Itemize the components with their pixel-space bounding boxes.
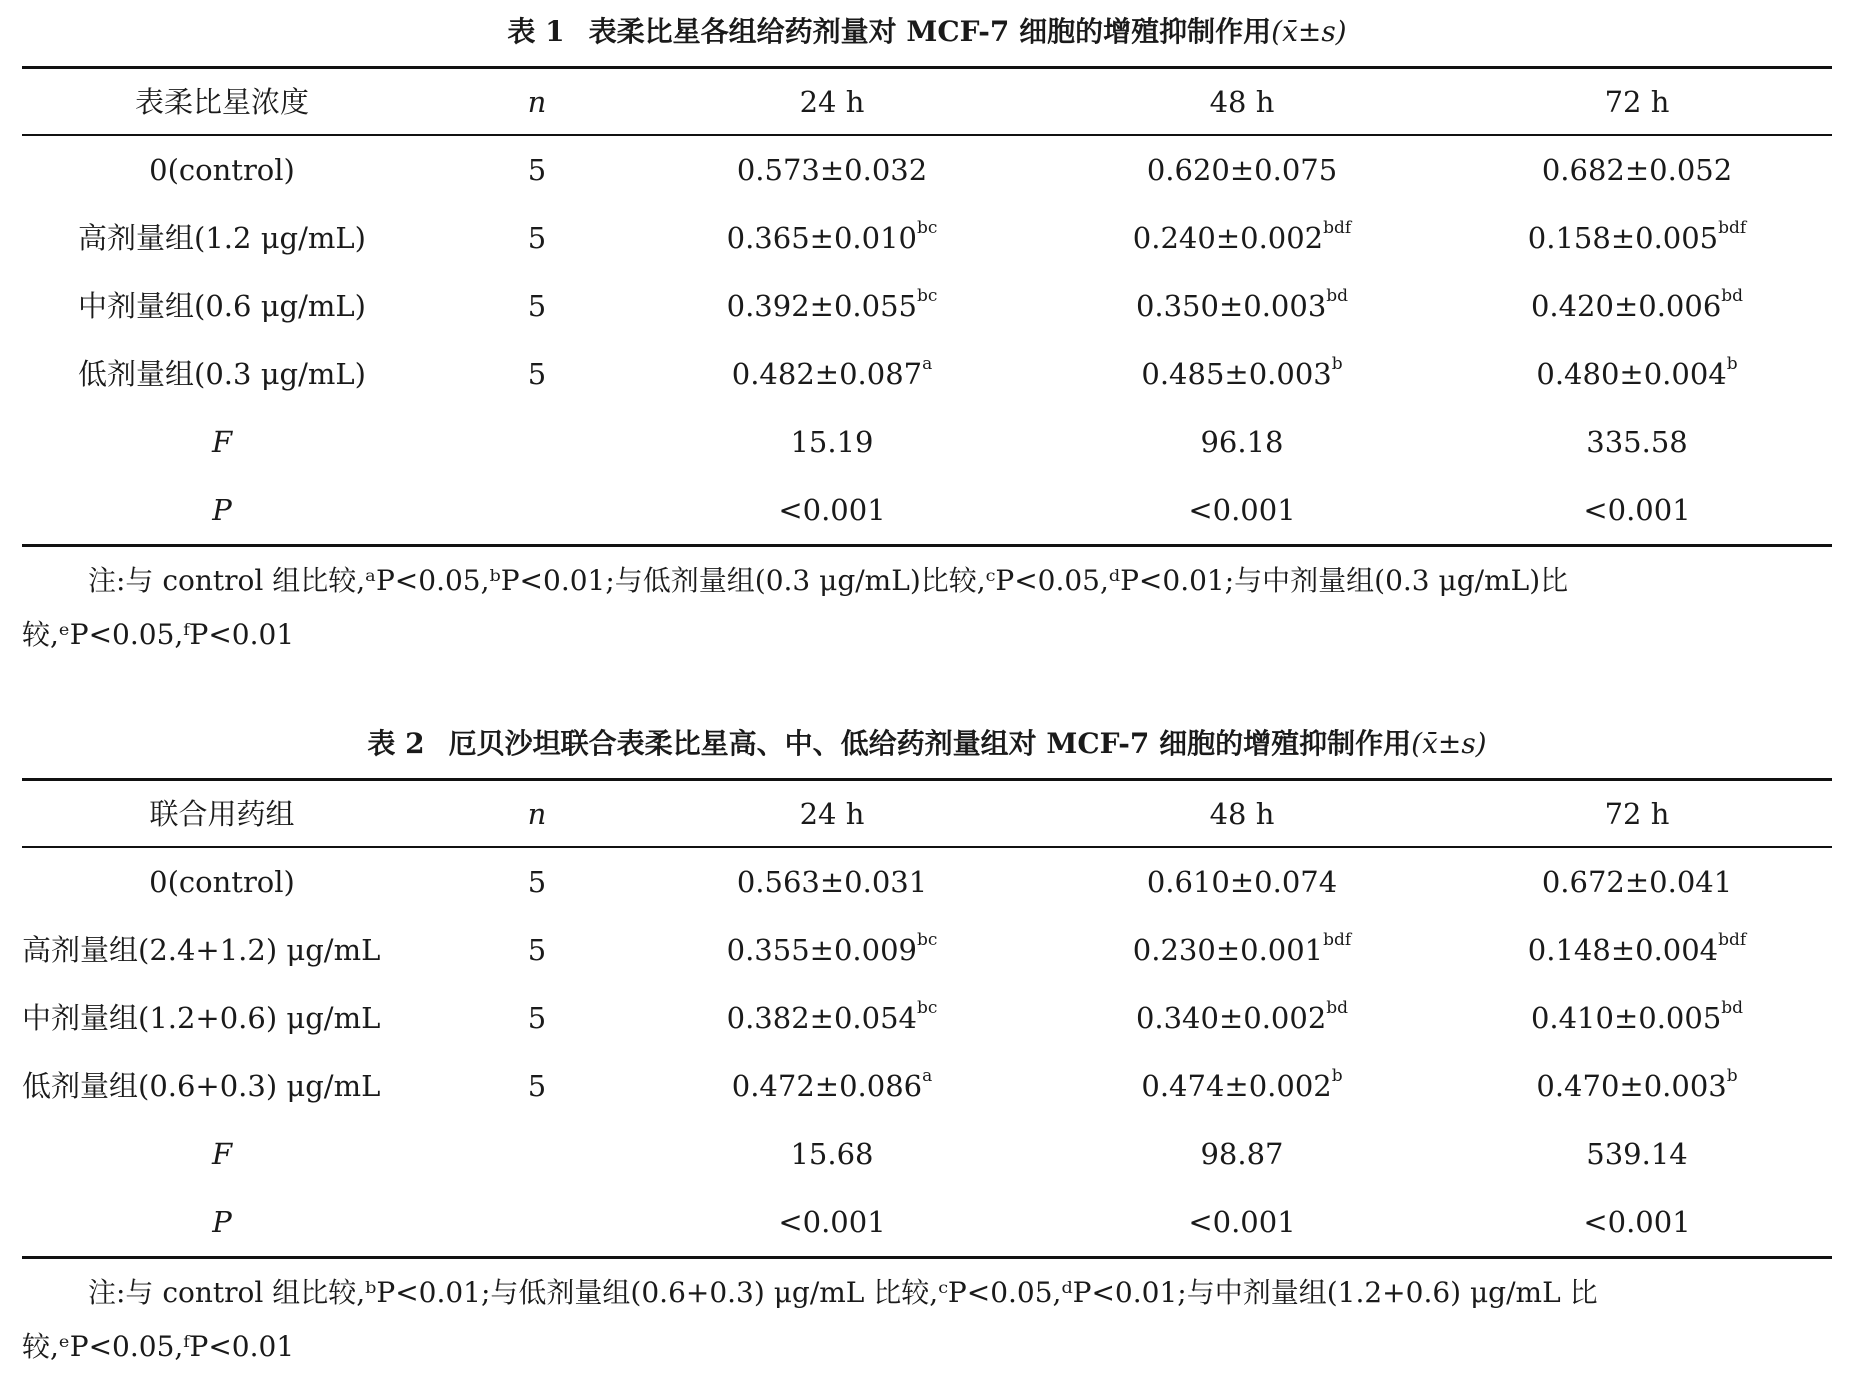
n-value: 5 — [527, 153, 547, 187]
group-label: 0(control) — [149, 153, 295, 187]
significance-mark: a — [922, 354, 933, 375]
significance-mark: bc — [916, 286, 938, 307]
value-24h: 0.573±0.032 — [736, 153, 928, 187]
table2-f-row — [22, 1120, 1832, 1188]
table2-number: 表 2 — [367, 727, 425, 760]
table2-header-48h: 48 h — [1209, 797, 1275, 831]
table1-header-72h: 72 h — [1604, 85, 1670, 119]
n-value: 5 — [527, 1069, 547, 1103]
group-label: 高剂量组(1.2 μg/mL) — [78, 221, 366, 255]
value-48h: 0.474±0.002$^b$ — [1141, 1066, 1343, 1103]
significance-mark: b — [1726, 354, 1738, 375]
n-value: 5 — [527, 357, 547, 391]
table1-stat: (x̄±s) — [1271, 15, 1347, 48]
table-row — [22, 272, 1832, 340]
f-label: F — [211, 1137, 233, 1171]
value-48h: 0.350±0.003$^{bd}$ — [1135, 286, 1349, 323]
significance-mark: b — [1331, 354, 1343, 375]
table1-title: 表柔比星各组给药剂量对 MCF-7 细胞的增殖抑制作用 — [588, 15, 1272, 48]
table2-header-group: 联合用药组 — [149, 797, 295, 831]
significance-mark: b — [1726, 1066, 1738, 1087]
n-value: 5 — [527, 289, 547, 323]
f-value-48h: 98.87 — [1200, 1137, 1284, 1171]
n-value: 5 — [527, 1001, 547, 1035]
table2-header-72h: 72 h — [1604, 797, 1670, 831]
value-48h: 0.485±0.003$^b$ — [1141, 354, 1343, 391]
value-48h: 0.620±0.075 — [1146, 153, 1338, 187]
value-72h: 0.682±0.052 — [1541, 153, 1733, 187]
f-value-72h: 539.14 — [1586, 1137, 1688, 1171]
significance-mark: bdf — [1718, 930, 1747, 951]
value-24h: 0.392±0.055$^{bc}$ — [726, 286, 938, 323]
f-label: F — [211, 425, 233, 459]
table1-footnote-line2: 较,ᵉP<0.05,ᶠP<0.01 — [22, 618, 295, 651]
table1-bottom-rule — [22, 544, 1832, 547]
f-value-72h: 335.58 — [1586, 425, 1688, 459]
value-48h: 0.240±0.002$^{bdf}$ — [1132, 218, 1352, 255]
p-value-48h: <0.001 — [1188, 493, 1296, 527]
f-value-48h: 96.18 — [1200, 425, 1284, 459]
table2-bottom-rule — [22, 1256, 1832, 1259]
table2-footnote — [22, 1266, 1832, 1374]
table-row — [22, 340, 1832, 408]
table2-header-n: n — [527, 797, 547, 831]
significance-mark: bd — [1721, 998, 1744, 1019]
table2-footnote-line1: 注:与 control 组比较,ᵇP<0.01;与低剂量组(0.6+0.3) μg/mL 比较,ᶜP<0.05,ᵈP<0.01;与中剂量组(1.2+0.6) μg/mL 比 — [88, 1276, 1598, 1309]
table1-header-row — [22, 68, 1832, 136]
significance-mark: bdf — [1323, 930, 1352, 951]
f-value-24h: 15.19 — [790, 425, 874, 459]
table2-caption — [0, 722, 1854, 762]
group-label: 高剂量组(2.4+1.2) μg/mL — [22, 933, 381, 967]
table2-header-24h: 24 h — [799, 797, 865, 831]
significance-mark: bd — [1326, 286, 1349, 307]
group-label: 0(control) — [149, 865, 295, 899]
group-label: 中剂量组(0.6 μg/mL) — [78, 289, 366, 323]
value-24h: 0.382±0.054$^{bc}$ — [726, 998, 938, 1035]
p-label: P — [212, 1205, 232, 1239]
significance-mark: bc — [916, 998, 938, 1019]
p-label: P — [212, 493, 232, 527]
n-value: 5 — [527, 933, 547, 967]
table1-p-row — [22, 476, 1832, 544]
group-label: 低剂量组(0.6+0.3) μg/mL — [22, 1069, 381, 1103]
significance-mark: a — [922, 1066, 933, 1087]
table1-footnote-line1: 注:与 control 组比较,ᵃP<0.05,ᵇP<0.01;与低剂量组(0.3 μg/mL)比较,ᶜP<0.05,ᵈP<0.01;与中剂量组(0.3 μg/mL)比 — [88, 564, 1569, 597]
value-72h: 0.410±0.005$^{bd}$ — [1530, 998, 1744, 1035]
table2-stat: (x̄±s) — [1411, 727, 1487, 760]
table-row — [22, 984, 1832, 1052]
f-value-24h: 15.68 — [790, 1137, 874, 1171]
significance-mark: bd — [1326, 998, 1349, 1019]
value-24h: 0.355±0.009$^{bc}$ — [726, 930, 938, 967]
table1-header-n: n — [527, 85, 547, 119]
value-24h: 0.365±0.010$^{bc}$ — [726, 218, 938, 255]
value-72h: 0.148±0.004$^{bdf}$ — [1527, 930, 1747, 967]
table-row — [22, 848, 1832, 916]
group-label: 中剂量组(1.2+0.6) μg/mL — [22, 1001, 381, 1035]
value-24h: 0.482±0.087$^a$ — [731, 354, 933, 391]
significance-mark: bdf — [1323, 218, 1352, 239]
table-row — [22, 1052, 1832, 1120]
value-24h: 0.472±0.086$^a$ — [731, 1066, 933, 1103]
table2-header-row — [22, 780, 1832, 848]
value-72h: 0.158±0.005$^{bdf}$ — [1527, 218, 1747, 255]
table2-p-row — [22, 1188, 1832, 1256]
table-row — [22, 916, 1832, 984]
p-value-24h: <0.001 — [778, 493, 886, 527]
value-72h: 0.420±0.006$^{bd}$ — [1530, 286, 1744, 323]
p-value-72h: <0.001 — [1583, 493, 1691, 527]
table2-title: 厄贝沙坦联合表柔比星高、中、低给药剂量组对 MCF-7 细胞的增殖抑制作用 — [448, 727, 1412, 760]
value-72h: 0.480±0.004$^b$ — [1536, 354, 1738, 391]
significance-mark: bdf — [1718, 218, 1747, 239]
group-label: 低剂量组(0.3 μg/mL) — [78, 357, 366, 391]
table-row — [22, 136, 1832, 204]
table1-footnote — [22, 554, 1832, 662]
table-row — [22, 204, 1832, 272]
significance-mark: b — [1331, 1066, 1343, 1087]
p-value-24h: <0.001 — [778, 1205, 886, 1239]
table1-number: 表 1 — [507, 15, 565, 48]
table1-caption — [0, 10, 1854, 50]
value-72h: 0.470±0.003$^b$ — [1536, 1066, 1738, 1103]
value-72h: 0.672±0.041 — [1541, 865, 1733, 899]
table1-header-24h: 24 h — [799, 85, 865, 119]
p-value-48h: <0.001 — [1188, 1205, 1296, 1239]
table1-header-48h: 48 h — [1209, 85, 1275, 119]
table1-f-row — [22, 408, 1832, 476]
table1-header-group: 表柔比星浓度 — [134, 85, 309, 119]
significance-mark: bd — [1721, 286, 1744, 307]
table2-footnote-line2: 较,ᵉP<0.05,ᶠP<0.01 — [22, 1330, 295, 1363]
value-48h: 0.340±0.002$^{bd}$ — [1135, 998, 1349, 1035]
n-value: 5 — [527, 865, 547, 899]
value-48h: 0.230±0.001$^{bdf}$ — [1132, 930, 1352, 967]
significance-mark: bc — [916, 218, 938, 239]
p-value-72h: <0.001 — [1583, 1205, 1691, 1239]
value-48h: 0.610±0.074 — [1146, 865, 1338, 899]
significance-mark: bc — [916, 930, 938, 951]
n-value: 5 — [527, 221, 547, 255]
value-24h: 0.563±0.031 — [736, 865, 928, 899]
